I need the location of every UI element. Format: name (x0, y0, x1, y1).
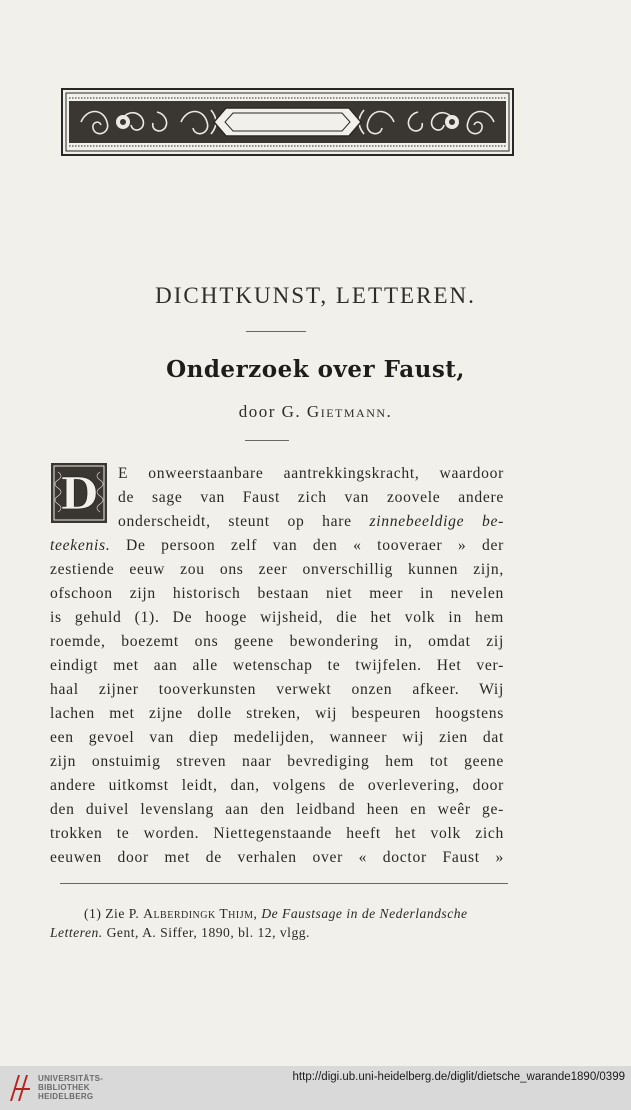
article-title: Onderzoek over Faust, (166, 356, 465, 383)
title-divider (246, 331, 306, 332)
body-line: de sage van Faust zich van zoovele andere (118, 489, 504, 506)
permalink-url[interactable]: http://digi.ub.uni-heidelberg.de/diglit/dietsche_warande1890/0399 (292, 1071, 625, 1083)
library-name-line: BIBLIOTHEK (38, 1083, 90, 1092)
body-italic-text: zinnebeeldige be- (369, 513, 504, 530)
footnote-rest: Gent, A. Siffer, 1890, bl. 12, vlgg. (102, 925, 310, 940)
body-line: E onweerstaanbare aantrekkingskracht, waardoor (118, 465, 504, 482)
body-line: andere uitkomst leidt, dan, volgens de overlevering, door (50, 777, 504, 794)
body-line (50, 537, 504, 555)
body-line: eindigt met aan alle wetenschap te twijfelen. Het ver- (50, 657, 504, 674)
author-divider (245, 440, 289, 441)
footnote-title-cont: Letteren. (50, 925, 103, 940)
footnote-line (50, 925, 510, 941)
footnote-line (84, 906, 510, 922)
body-line: ofschoon zijn historisch bestaan niet meer in nevelen (50, 585, 504, 602)
footnote-title: De Faustsage in de Nederlandsche (261, 906, 468, 921)
body-line: haal zijner tooverkunsten verwekt onzen afkeer. Wij (50, 681, 504, 698)
body-text: onderscheidt, steunt op hare (118, 513, 352, 530)
footnote-author: Alberdingk Thijm, (143, 906, 258, 921)
body-line: eeuwen door met de verhalen over « doctor Faust » (50, 849, 504, 866)
body-line: lachen met zijne dolle streken, wij bespeuren hoogstens (50, 705, 504, 722)
library-name-line: UNIVERSITÄTS- (38, 1074, 104, 1083)
author-prefix: door G. (238, 402, 302, 421)
body-line: den duivel levenslang aan den leidband heen en weêr ge- (50, 801, 504, 818)
body-line: zijn onstuimig streven naar bevrediging hem tot geene (50, 753, 504, 770)
body-line: is gehuld (1). De hooge wijsheid, die het volk in hem (50, 609, 504, 626)
library-name (38, 1074, 103, 1101)
body-line: roemde, boezemt ons geene bewondering in, omdat zij (50, 633, 504, 650)
body-line (118, 513, 504, 531)
section-title: DICHTKUNST, LETTEREN. (155, 283, 476, 308)
body-line: zestiende eeuw zou ons zeer onverschillig kunnen zijn, (50, 561, 504, 578)
body-line: trokken te worden. Niettegenstaande heeft het volk zich (50, 825, 504, 842)
library-footer-bar (0, 1066, 631, 1110)
drop-cap-ornament (50, 462, 108, 524)
footnote-marker: (1) Zie P. (84, 906, 140, 921)
footnote-divider (60, 883, 508, 884)
body-text: De persoon zelf van den « tooveraer » der (110, 537, 504, 554)
university-library-logo-icon (6, 1071, 34, 1105)
body-line: een gevoel van diep medelijden, wanneer wij zien dat (50, 729, 504, 746)
author-name: Gietmann. (306, 402, 393, 421)
library-name-line: HEIDELBERG (38, 1092, 94, 1101)
body-italic-text: teekenis. (50, 537, 111, 554)
drop-cap-letter: D (59, 469, 99, 520)
ornamental-header-banner (61, 88, 514, 156)
author-line (0, 402, 631, 422)
